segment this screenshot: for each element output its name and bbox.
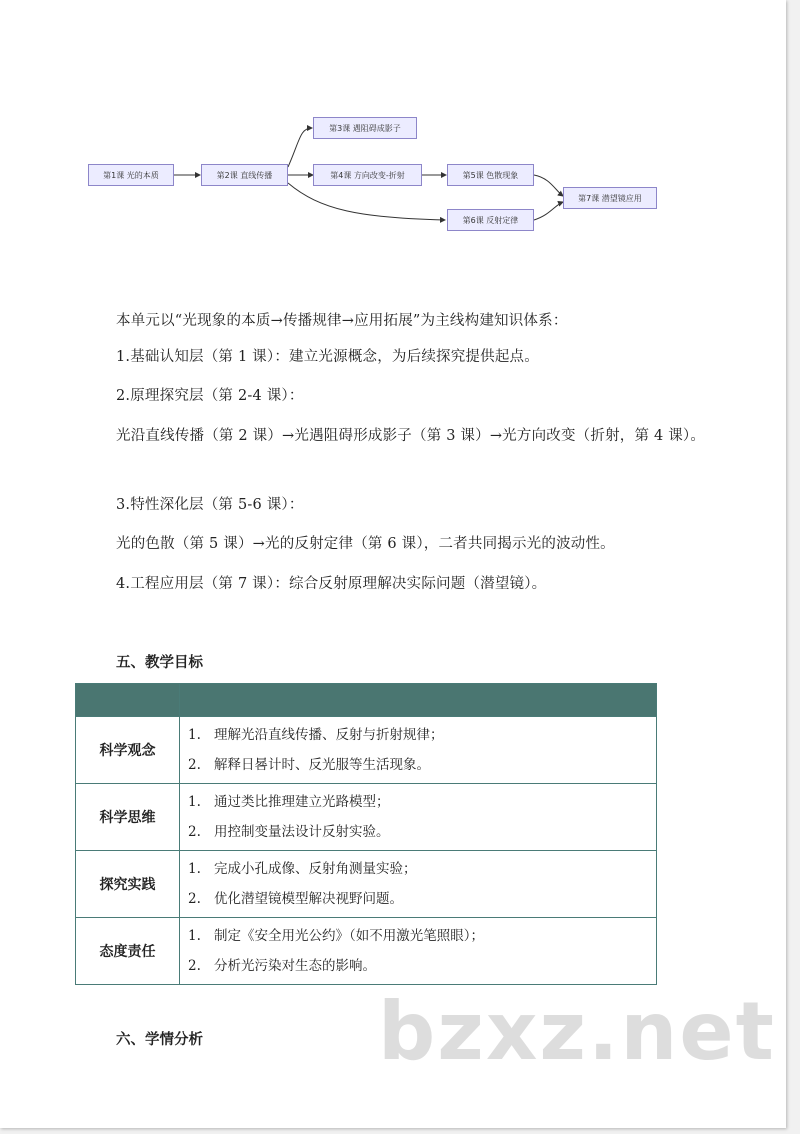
- goal-items: [180, 851, 657, 918]
- edge-2-6: [288, 183, 445, 220]
- intro-paragraph: 本单元以“光现象的本质→传播规律→应用拓展”为主线构建知识体系：: [116, 313, 568, 329]
- goal-item: 2. 优化潜望镜模型解决视野问题。: [188, 891, 403, 907]
- header-cell: [76, 684, 180, 717]
- level-1: 1.基础认知层（第 1 课）：建立光源概念，为后续探究提供起点。: [116, 349, 539, 365]
- goal-item: 1. 理解光沿直线传播、反射与折射规律；: [188, 727, 444, 743]
- level-2: 2.原理探究层（第 2-4 课）：: [116, 388, 304, 404]
- table-row: [76, 918, 657, 985]
- goal-category: 科学观念: [76, 717, 180, 784]
- level-3: 3.特性深化层（第 5-6 课）：: [116, 497, 304, 513]
- watermark: bzxz.net: [378, 985, 776, 1078]
- goal-item: 1. 制定《安全用光公约》（如不用激光笔照眼）；: [188, 928, 484, 944]
- level-4: 4.工程应用层（第 7 课）：综合反射原理解决实际问题（潜望镜）。: [116, 576, 547, 592]
- goal-category: 科学思维: [76, 784, 180, 851]
- node-lesson-3: 第3课 遇阻碍成影子: [313, 117, 417, 139]
- node-lesson-4: 第4课 方向改变-折射: [313, 164, 422, 186]
- header-cell: [180, 684, 657, 717]
- goal-item: 1. 完成小孔成像、反射角测量实验；: [188, 861, 417, 877]
- level-3-detail: 光的色散（第 5 课）→光的反射定律（第 6 课），二者共同揭示光的波动性。: [116, 536, 615, 552]
- edge-6-7: [534, 202, 563, 220]
- goal-category: 探究实践: [76, 851, 180, 918]
- table-row: [76, 717, 657, 784]
- node-lesson-5: 第5课 色散现象: [447, 164, 534, 186]
- goal-item: 2. 用控制变量法设计反射实验。: [188, 824, 390, 840]
- goal-item: 1. 通过类比推理建立光路模型；: [188, 794, 390, 810]
- edge-5-7: [534, 175, 563, 196]
- section-5-heading: 五、教学目标: [116, 655, 203, 671]
- goal-items: [180, 918, 657, 985]
- level-2-detail: 光沿直线传播（第 2 课）→光遇阻碍形成影子（第 3 课）→光方向改变（折射，第 4 课）。: [116, 428, 706, 444]
- goal-category: 态度责任: [76, 918, 180, 985]
- goal-item: 2. 解释日晷计时、反光服等生活现象。: [188, 757, 430, 773]
- node-lesson-6: 第6课 反射定律: [447, 209, 534, 231]
- node-lesson-2: 第2课 直线传播: [201, 164, 288, 186]
- node-lesson-7: 第7课 潜望镜应用: [563, 187, 657, 209]
- table-row: [76, 851, 657, 918]
- section-6-heading: 六、学情分析: [116, 1032, 203, 1048]
- node-lesson-1: 第1课 光的本质: [88, 164, 174, 186]
- goal-items: [180, 717, 657, 784]
- goal-items: [180, 784, 657, 851]
- table-header-row: [76, 684, 657, 717]
- lesson-flowchart: [0, 0, 800, 260]
- teaching-goals-table: [75, 683, 657, 985]
- goal-item: 2. 分析光污染对生态的影响。: [188, 958, 376, 974]
- edge-2-3: [288, 128, 312, 167]
- table-row: [76, 784, 657, 851]
